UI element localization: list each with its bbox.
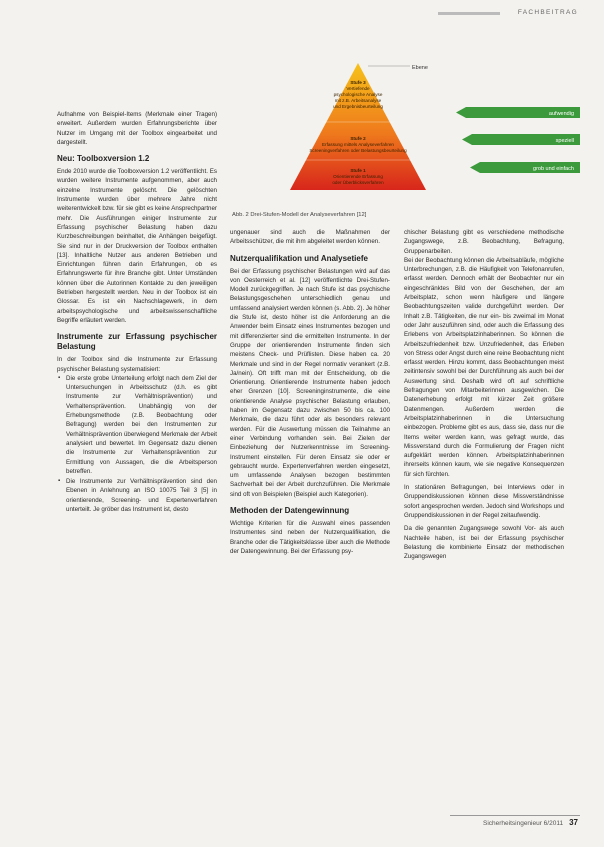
bullet-list	[57, 374, 217, 514]
page-footer	[483, 818, 578, 827]
level-3-line: Vertiefende	[346, 86, 370, 91]
arrow-aufwendig	[456, 107, 580, 118]
arrow-speziell	[462, 134, 580, 145]
paragraph-nutzerqualifikation: Bei der Erfassung psychischer Belastungen wird auf das von Oesterreich et al. [12] veröffentlichte Drei-Stufen-Modell zurückgegriffen. Je nach Stufe ist das psychische Belastungsgeschehen unterschiedlich genau und umfassend analysiert werden können (s. Abb. 2). Je höher die Stufe ist, desto höher ist die Anforderung an die Anwender beim Einsatz eines Instrumentes bezogen und mit differenzierter sind die ermittelten Instrumente. In der Gruppe der orientierenden Instrumente finden sich meistens Check- und Prüflisten. Diese haben ca. 20 Merkmale und sind in der Regel normativ verankert (z.B. Ja/nein). Oft trifft man mit der Entscheidung, ob die Orientierung. Orientierende Instrumente haben jedoch eher Grenzen [10]. Screeninginstrumente, die eine orientierende Analyse psychischer Belastung erlauben, haben im Gegensatz dazu zwischen 50 bis ca. 100 Merkmale, die dazu führt oder als besonders relevant werden. Für die Auswertung müssen die Teilnahme an einer Verbindung vorhanden sein. Bei Zielen der Einbeziehung der Nutzerkenntnisse im Screening-Instrument einstellen. Für deren Einsatz sie oder er gebraucht wurde. Expertenverfahren werden eingesetzt, um umfassende Analysen bezogen bestimmten Sachverhalt bei der Arbeit durchzuführen. Die Merkmale sind oft von Beispielen (Beispiel auch Kategorien).	[230, 267, 390, 498]
level-3-line: psychologische Analyse	[333, 92, 383, 97]
column-3	[404, 228, 564, 561]
paragraph-top: ungenauer sind auch die Maßnahmen der Arbeitsschützer, die mit ihm abgeleitet werden können.	[230, 229, 390, 246]
paragraph: Bei der Beobachtung können die Arbeitsabläufe, mögliche Unterbrechungen, z.B. die Häufigkeit von Telefonanrufen, erfasst werden. Dennoch erhält der Beobachter nur ein eingeschränktes Bild von der Geschehen, der am Arbeitsplatz, schon wenn häufigere und längere Beobachtungszeiten valide durchgeführt werden. Der Inhalt z.B. Tätigkeiten, die nur ein- bis zweimal im Monat oder Jahr auszuführen sind, oder auch die Erfassung des Erlebens von Arbeitsplatzinhaberinnen. So können die Arbeitszufriedenheit bzw. Unzufriedenheit, das Erleben von Stress oder Angst durch eine reine Beobachtung nicht erfasst werden. Hinzu kommt, dass Beobachtungen meist zeitintensiv sowohl bei der Durchführung als auch bei der Auswertung sind. Deshalb wird oft auf schriftliche Befragungen von Mitarbeiterinnen ausgewichen. Die Datenerhebung erfolgt mit kürzer Zeit größere Datenmengen. Außerdem werden die Arbeitsplatzinhaberinnen in die Untersuchung einbezogen. Probleme gibt es aus, dass sie, dass nur die Items weiter werden kann, was gefragt wurde, das Missverstand durch die Formulierung der Fragen nicht aufgeklärt werden können. Arbeitsplatzinhaberinnen ihrerseits können kaum, wie sie negative Konsequenzen für sich fürchten.	[404, 256, 564, 478]
level-3-line: mit z.B. Arbeitsanalyse	[334, 98, 382, 103]
arrow-label-speziell: speziell	[555, 138, 574, 144]
level-1-line: Orientierende Erfassung	[333, 174, 383, 179]
arrow-label-grob: grob und einfach	[533, 166, 574, 172]
header-rule	[438, 12, 500, 15]
paragraph: In stationären Befragungen, bei Interviews oder in Gruppendiskussionen können diese Missverständnisse sofort angesprochen werden. Jedoch sind Workshops und Gruppendiskussionen in der Regel zeitaufwendig.	[404, 484, 564, 519]
list-item: ▪ Die erste grobe Unterteilung erfolgt nach dem Ziel der Untersuchungen in Arbeitsschutz (d.h. es gibt Instrumente zur Verhältnisprävention) und Verhaltensprävention. Unabhängig von der Erhebungsmethode (z.B. Beobachtung oder Befragung) werden bei den Instrumenten zur Verhältnisprävention überwiegend Merkmale der Arbeit analysiert und bewertet. Im Gegensatz dazu dienen die Instrumente zur Verhaltensprävention zur Ermittlung von Aussagen, die die Arbeitsperson betreffen.	[66, 374, 217, 476]
level-1-line: oder Überblicksverfahren	[332, 180, 384, 185]
level-1-title: Stufe 1	[350, 168, 366, 173]
heading-nutzerqualifikation: Nutzerqualifikation und Analysetiefe	[230, 253, 368, 263]
paragraph-toolbox-version: Ende 2010 wurde die Toolboxversion 1.2 veröffentlicht. Es wurden weitere Instrumente aufgenommen, aber auch einzelne Instrumente gelöscht. Die gelöschten Instrumente wurden über mehrere Jahre nicht weiterentwickelt bzw. für sie gibt es keine Ansprechpartner mehr. Die Ausführungen einiger Instrumente zur Erfassung psychischer Belastung haben dazu Kurzbeschreibungen beinhaltet, die Anhängen beigefügt. Sie sind nur in der Druckversion der Toolbox enthalten [13]. Inhaltliche Nutzer aus anderen Betrieben und Einrichtungen führen darin Erfahrungen, ob es Erfahrungswerte für ihre Branche gibt. Unter Umständen können über die Autorinnen Kontakte zu den jeweiligen Betrieben hergestellt werden. Neu in der Toolbox ist ein Glossar. Es ist ein Nachschlagewerk, in dem arbeitspsychologische und arbeitswissenschaftliche Begriffe erläutert werden.	[57, 168, 217, 324]
paragraph: Da die genannten Zugangswege sowohl Vor- als auch Nachteile haben, ist bei der Erfassung psychischer Belastung die kombinierte Einsatz der methodischen Zugangswegen	[404, 525, 564, 561]
column-1	[57, 110, 217, 515]
pyramid-figure	[290, 60, 590, 210]
paragraph: chischer Belastung gibt es verschiedene methodische Zugangswege, z.B. Beobachtung, Befragung, Gruppenarbeiten.	[404, 229, 564, 255]
intro-paragraph: Aufnahme von Beispiel-Items (Merkmale einer Tragen) erweitert. Außerdem wurden Erfahrungsberichte über Nutzer im Umgang mit der Toolbox eingearbeitet und dargestellt.	[57, 111, 217, 146]
figure-caption: Abb. 2 Drei-Stufen-Modell der Analyseverfahren [12]	[232, 212, 367, 218]
arrow-grob	[470, 162, 580, 173]
heading-methoden: Methoden der Datengewinnung	[230, 506, 350, 516]
level-3-line: und Ergebnisbeurteilung	[333, 104, 383, 109]
heading-instrumente: Instrumente zur Erfassung psychischer Belastung	[57, 332, 217, 352]
list-item: ▪ Die Instrumente zur Verhältnisprävention sind den Ebenen in Anlehnung an ISO 10075 Teil 3 [5] in orientierende, Screening- und Expertenverfahren unterteilt. Je gröber das Instrument ist, desto	[66, 477, 217, 514]
level-2-line: Erfassung mittels Analyseverfahren	[321, 142, 395, 147]
level-2-title: Stufe 2	[350, 136, 366, 141]
footer-rule	[450, 815, 580, 816]
level-3-title: Stufe 3	[350, 80, 366, 85]
paragraph-methoden: Wichtige Kriterien für die Auswahl eines passenden Instrumentes sind neben der Nutzerqualifikation, die Branche oder die Tätigkeitsklasse über auch die Methode der Datengewinnung. Bei der Erfassung psy-	[230, 520, 390, 555]
heading-toolbox-version: Neu: Toolboxversion 1.2	[57, 154, 150, 164]
paragraph-instrumente: In der Toolbox sind die Instrumente zur Erfassung psychischer Belastung systematisiert:	[57, 356, 217, 373]
journal-name: Sicherheitsingenieur 6/2011	[482, 820, 564, 827]
ebene-label: Ebene	[412, 65, 428, 71]
page-number: 37	[569, 818, 578, 827]
level-2-line: Screeningverfahren oder Belastungsbeurteilung	[309, 148, 407, 153]
column-2	[230, 228, 390, 556]
section-header: FACHBEITRAG	[517, 9, 578, 16]
arrow-label-aufwendig: aufwendig	[548, 111, 574, 117]
